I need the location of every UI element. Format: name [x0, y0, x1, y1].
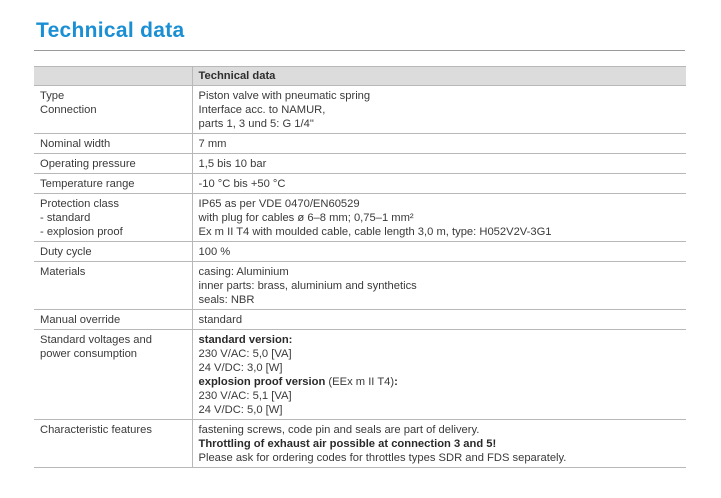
- table-row: [34, 242, 686, 262]
- spec-value-suffix: (EEx m II T4): [325, 376, 395, 388]
- header-blank-cell: [34, 67, 192, 86]
- spec-value-cell: [192, 420, 686, 468]
- spec-value-line: [199, 403, 681, 417]
- spec-value-line: [199, 197, 681, 211]
- spec-value: seals: NBR: [198, 294, 255, 306]
- table-header-row: [34, 67, 686, 86]
- spec-value: Please ask for ordering codes for throttles types SDR and FDS separately.: [198, 452, 567, 464]
- spec-value-line: [199, 347, 681, 361]
- table-row: [34, 154, 686, 174]
- spec-value-suffix-end: :: [394, 376, 398, 388]
- table-row: [34, 310, 686, 330]
- spec-label: Operating pressure: [40, 158, 136, 170]
- spec-value: standard version:: [198, 334, 293, 346]
- spec-label: Nominal width: [40, 138, 111, 150]
- spec-label-cell: [34, 242, 192, 262]
- spec-value: 1,5 bis 10 bar: [198, 158, 267, 170]
- title-divider: [34, 50, 685, 51]
- spec-value-cell: [192, 134, 686, 154]
- spec-label: Protection class: [40, 198, 119, 210]
- spec-label-cell: [34, 330, 192, 420]
- spec-value-line: [199, 137, 681, 151]
- spec-label: Materials: [40, 266, 86, 278]
- table-row: [34, 174, 686, 194]
- spec-value: 230 V/AC: 5,1 [VA]: [198, 390, 292, 402]
- spec-label: Type: [40, 90, 65, 102]
- spec-value-line: [199, 313, 681, 327]
- spec-value-line: [199, 225, 681, 239]
- spec-value: casing: Aluminium: [198, 266, 289, 278]
- spec-label-cell: [34, 262, 192, 310]
- spec-value-line: [199, 361, 681, 375]
- spec-value: standard: [198, 314, 243, 326]
- spec-label: Temperature range: [40, 178, 135, 190]
- table-row: [34, 420, 686, 468]
- spec-value-line: [199, 245, 681, 259]
- spec-value: with plug for cables ø 6–8 mm; 0,75–1 mm²: [198, 212, 414, 224]
- spec-value: -10 °C bis +50 °C: [198, 178, 286, 190]
- spec-value-line: [199, 117, 681, 131]
- spec-value-line: [199, 103, 681, 117]
- spec-value: fastening screws, code pin and seals are part of delivery.: [198, 424, 480, 436]
- spec-value-cell: [192, 310, 686, 330]
- spec-label: - standard: [40, 212, 91, 224]
- spec-value-line: [199, 177, 681, 191]
- spec-value-line: [199, 437, 681, 451]
- table-row: [34, 262, 686, 310]
- spec-label: Standard voltages and: [40, 334, 152, 346]
- spec-value: parts 1, 3 und 5: G 1/4": [198, 118, 314, 130]
- spec-value-cell: [192, 262, 686, 310]
- spec-value: Interface acc. to NAMUR,: [198, 104, 326, 116]
- spec-label: Characteristic features: [40, 424, 152, 436]
- spec-value-cell: [192, 194, 686, 242]
- spec-label-cell: [34, 174, 192, 194]
- spec-value-line: [199, 423, 681, 437]
- spec-label-cell: [34, 134, 192, 154]
- spec-label-cell: [34, 310, 192, 330]
- spec-value-cell: [192, 330, 686, 420]
- spec-value: 230 V/AC: 5,0 [VA]: [198, 348, 292, 360]
- table-body: [34, 86, 686, 468]
- spec-value-line: [199, 375, 681, 389]
- spec-label: Connection: [40, 104, 97, 116]
- spec-value-cell: [192, 86, 686, 134]
- spec-value-line: [199, 157, 681, 171]
- table-row: [34, 134, 686, 154]
- spec-label: Duty cycle: [40, 246, 92, 258]
- spec-value: 100 %: [198, 246, 231, 258]
- spec-value: Ex m II T4 with moulded cable, cable length 3,0 m, type: H052V2V-3G1: [198, 226, 552, 238]
- spec-label: - explosion proof: [40, 226, 123, 238]
- spec-value-line: [199, 265, 681, 279]
- spec-value: Piston valve with pneumatic spring: [198, 90, 371, 102]
- table-row: [34, 330, 686, 420]
- spec-label-cell: [34, 86, 192, 134]
- spec-value: 24 V/DC: 5,0 [W]: [198, 404, 283, 416]
- spec-value: inner parts: brass, aluminium and synthetics: [198, 280, 417, 292]
- spec-value-line: [199, 89, 681, 103]
- spec-value-line: [199, 451, 681, 465]
- table-header: Technical data: [192, 67, 686, 86]
- spec-value-line: [199, 333, 681, 347]
- page-title: Technical data: [36, 19, 185, 42]
- technical-data-table: [34, 66, 686, 468]
- spec-label: Manual override: [40, 314, 121, 326]
- spec-value: IP65 as per VDE 0470/EN60529: [198, 198, 360, 210]
- table-row: [34, 194, 686, 242]
- spec-label-cell: [34, 194, 192, 242]
- spec-value-line: [199, 211, 681, 225]
- spec-label-cell: [34, 420, 192, 468]
- spec-value-cell: [192, 154, 686, 174]
- spec-label: power consumption: [40, 348, 138, 360]
- spec-value-line: [199, 279, 681, 293]
- table-row: [34, 86, 686, 134]
- spec-value-line: [199, 293, 681, 307]
- spec-value: 24 V/DC: 3,0 [W]: [198, 362, 283, 374]
- spec-value-cell: [192, 242, 686, 262]
- spec-value: Throttling of exhaust air possible at connection 3 and 5!: [198, 438, 497, 450]
- spec-value: explosion proof version: [198, 376, 326, 388]
- spec-value: 7 mm: [198, 138, 227, 150]
- spec-label-cell: [34, 154, 192, 174]
- spec-value-line: [199, 389, 681, 403]
- spec-value-cell: [192, 174, 686, 194]
